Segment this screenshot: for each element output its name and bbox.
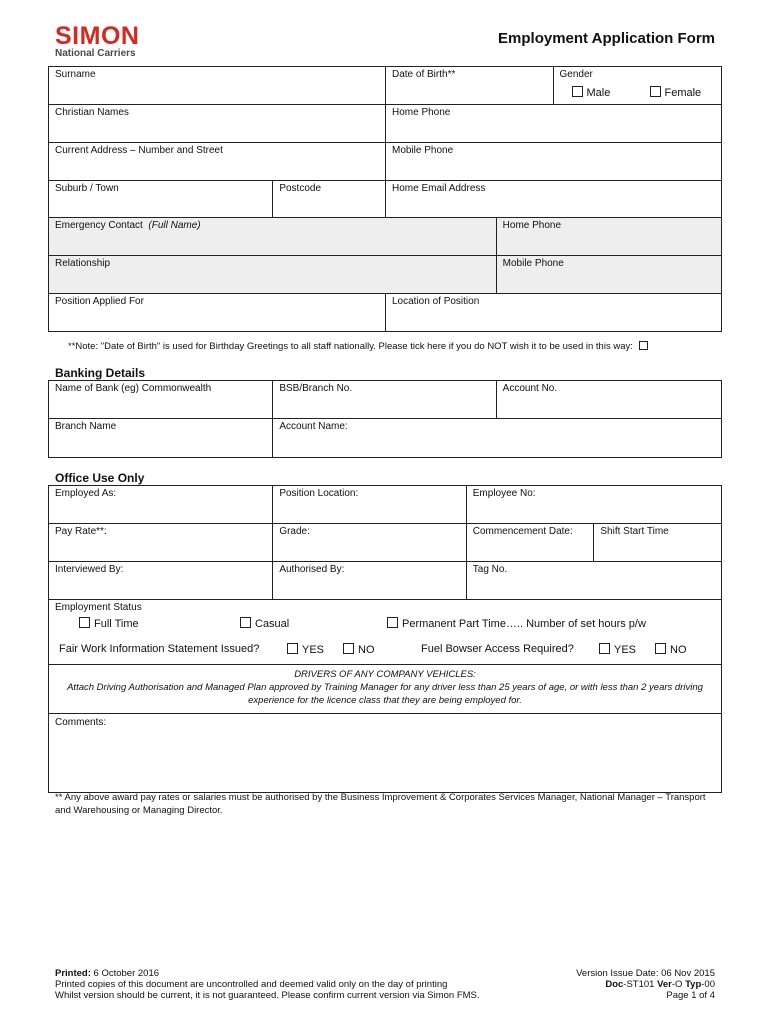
ec-mobile-phone-label: Mobile Phone [502,258,564,269]
printed-date: 6 October 2016 [93,968,160,979]
fuel-bowser-yes-label: YES [614,644,637,656]
dob-note [68,341,652,352]
fair-work-no-checkbox[interactable] [343,643,354,654]
emergency-full-name-hint: (Full Name) [148,220,201,231]
ec-home-phone-label: Home Phone [502,220,562,231]
row-pay-rate [49,524,721,562]
office-section-title: Office Use Only [55,471,145,485]
fuel-bowser-no-label: NO [670,644,687,656]
home-phone-label: Home Phone [392,107,451,118]
doc-label: Doc [605,979,624,990]
account-name-label: Account Name: [279,421,348,432]
gender-male-option[interactable] [572,86,611,99]
postcode-field[interactable] [273,181,386,217]
mobile-phone-field[interactable] [386,143,721,180]
fuel-bowser-label: Fuel Bowser Access Required? [421,643,574,655]
bank-name-label: Name of Bank (eg) Commonwealth [55,383,212,394]
home-phone-field[interactable] [386,105,721,142]
shift-start-label: Shift Start Time [600,526,669,537]
fair-work-label: Fair Work Information Statement Issued? [59,643,260,655]
fuel-bowser-no-option[interactable] [655,643,687,656]
doc-value: -ST101 [623,979,655,990]
fair-work-no-option[interactable] [343,643,375,656]
casual-checkbox[interactable] [240,617,251,628]
printed-label: Printed: [55,968,91,979]
employed-as-field[interactable] [49,486,273,523]
row-employed-as [49,486,721,524]
row-emergency-contact [49,218,721,256]
drivers-text: Attach Driving Authorisation and Managed Plan approved by Training Manager for any driver less than 25 years of age, or with less than 2 years driving experience for the licence class that they are being employed for. [67,682,703,706]
fuel-bowser-no-checkbox[interactable] [655,643,666,654]
ver-label: Ver [657,979,672,990]
fair-work-no-label: NO [358,644,375,656]
company-logo [55,24,139,60]
employee-no-label: Employee No: [472,488,536,499]
suburb-field[interactable] [49,181,273,217]
account-name-field[interactable] [273,419,721,457]
gender-field [554,67,722,104]
fair-work-yes-option[interactable] [287,643,324,656]
suburb-label: Suburb / Town [55,183,119,194]
fair-work-yes-checkbox[interactable] [287,643,298,654]
personal-details-grid [48,66,722,332]
gender-label: Gender [559,69,593,80]
row-interviewed [49,562,721,600]
logo-subtitle: National Carriers [55,48,136,59]
banking-grid [48,380,722,458]
comments-label: Comments: [55,717,107,728]
row-address [49,143,721,181]
full-time-label: Full Time [94,618,139,630]
home-email-field[interactable] [386,181,721,217]
surname-field[interactable] [49,67,386,104]
female-label: Female [664,87,702,99]
commencement-label: Commencement Date: [472,526,573,537]
footer-uncontrolled-note: Printed copies of this document are uncontrolled and deemed valid only on the day of printing [55,979,448,990]
version-issue-date: Version Issue Date: 06 Nov 2015 [576,968,715,979]
account-no-label: Account No. [502,383,558,394]
grade-field[interactable] [273,524,466,561]
tag-no-field[interactable] [467,562,721,599]
account-no-field[interactable] [497,381,721,418]
pay-rate-label: Pay Rate**: [55,526,107,537]
authorised-by-label: Authorised By: [279,564,345,575]
employed-as-label: Employed As: [55,488,117,499]
full-time-option[interactable] [79,617,139,630]
location-position-field[interactable] [386,294,721,331]
row-drivers [49,665,721,714]
position-location-label: Position Location: [279,488,359,499]
bank-name-field[interactable] [49,381,273,418]
permanent-part-time-option[interactable] [387,617,646,630]
row-relationship [49,256,721,294]
address-label: Current Address – Number and Street [55,145,223,156]
document-code [576,979,715,990]
row-comments [49,714,721,792]
row-surname [49,67,721,105]
dob-field[interactable] [386,67,554,104]
gender-female-option[interactable] [650,86,702,99]
row-employment-status [49,600,721,665]
pay-rate-field[interactable] [49,524,273,561]
page-title: Employment Application Form [498,30,715,47]
address-field[interactable] [49,143,386,180]
fair-work-yes-label: YES [302,644,325,656]
ver-value: -O [671,979,683,990]
footer-version-note: Whilst version should be current, it is not guaranteed. Please confirm current version via Simon FMS. [55,990,480,1001]
employment-status-label: Employment Status [55,602,142,613]
relationship-label: Relationship [55,258,111,269]
christian-names-field[interactable] [49,105,386,142]
dob-note-text: **Note: "Date of Birth" is used for Birthday Greetings to all staff nationally. Please tick here if you do NOT wish it to be used in this way: [68,341,633,352]
casual-label: Casual [255,618,290,630]
mobile-phone-label: Mobile Phone [392,145,454,156]
fuel-bowser-yes-option[interactable] [599,643,636,656]
banking-section-title: Banking Details [55,366,146,380]
drivers-notice [49,665,721,713]
page-number: Page 1 of 4 [666,990,715,1001]
ec-mobile-phone-field[interactable] [497,256,721,293]
drivers-title: DRIVERS OF ANY COMPANY VEHICLES: [294,669,476,680]
typ-value: -00 [701,979,715,990]
row-position [49,294,721,331]
dob-label: Date of Birth** [391,69,456,80]
male-checkbox[interactable] [572,86,583,97]
employment-status-block [49,600,721,664]
relationship-field[interactable] [49,256,497,293]
postcode-label: Postcode [279,183,322,194]
footer-left [55,968,480,1001]
logo-brand: SIMON [55,22,140,50]
pay-rate-footnote: ** Any above award pay rates or salaries must be authorised by the Business Improvement & Corporates Services Manager, National Manager – Transport and Warehousing or Managing Director. [55,792,706,816]
office-grid [48,485,722,793]
commencement-field[interactable] [467,524,595,561]
interviewed-by-field[interactable] [49,562,273,599]
position-location-field[interactable] [273,486,466,523]
male-label: Male [586,87,611,99]
surname-label: Surname [55,69,96,80]
permanent-part-time-label: Permanent Part Time….. Number of set hours p/w [402,618,646,630]
row-suburb [49,181,721,218]
bsb-label: BSB/Branch No. [279,383,353,394]
typ-label: Typ [685,979,702,990]
authorised-by-field[interactable] [273,562,466,599]
permanent-part-time-checkbox[interactable] [387,617,398,628]
branch-name-field[interactable] [49,419,273,457]
fuel-bowser-yes-checkbox[interactable] [599,643,610,654]
ec-home-phone-field[interactable] [497,218,721,255]
full-time-checkbox[interactable] [79,617,90,628]
row-christian-names [49,105,721,143]
casual-option[interactable] [240,617,289,630]
position-applied-field[interactable] [49,294,386,331]
bsb-field[interactable] [273,381,496,418]
comments-field[interactable] [49,714,721,792]
row-bank [49,381,721,419]
location-position-label: Location of Position [392,296,480,307]
emergency-contact-field[interactable] [49,218,497,255]
grade-label: Grade: [279,526,310,537]
position-applied-label: Position Applied For [55,296,144,307]
employee-no-field[interactable] [467,486,721,523]
interviewed-by-label: Interviewed By: [55,564,124,575]
emergency-contact-label: Emergency Contact [55,220,143,231]
tag-no-label: Tag No. [472,564,508,575]
row-branch [49,419,721,457]
dob-optout-checkbox[interactable] [639,341,648,350]
branch-name-label: Branch Name [55,421,117,432]
footer-right [576,968,715,1001]
shift-start-field[interactable] [594,524,721,561]
christian-names-label: Christian Names [55,107,129,118]
female-checkbox[interactable] [650,86,661,97]
home-email-label: Home Email Address [392,183,486,194]
